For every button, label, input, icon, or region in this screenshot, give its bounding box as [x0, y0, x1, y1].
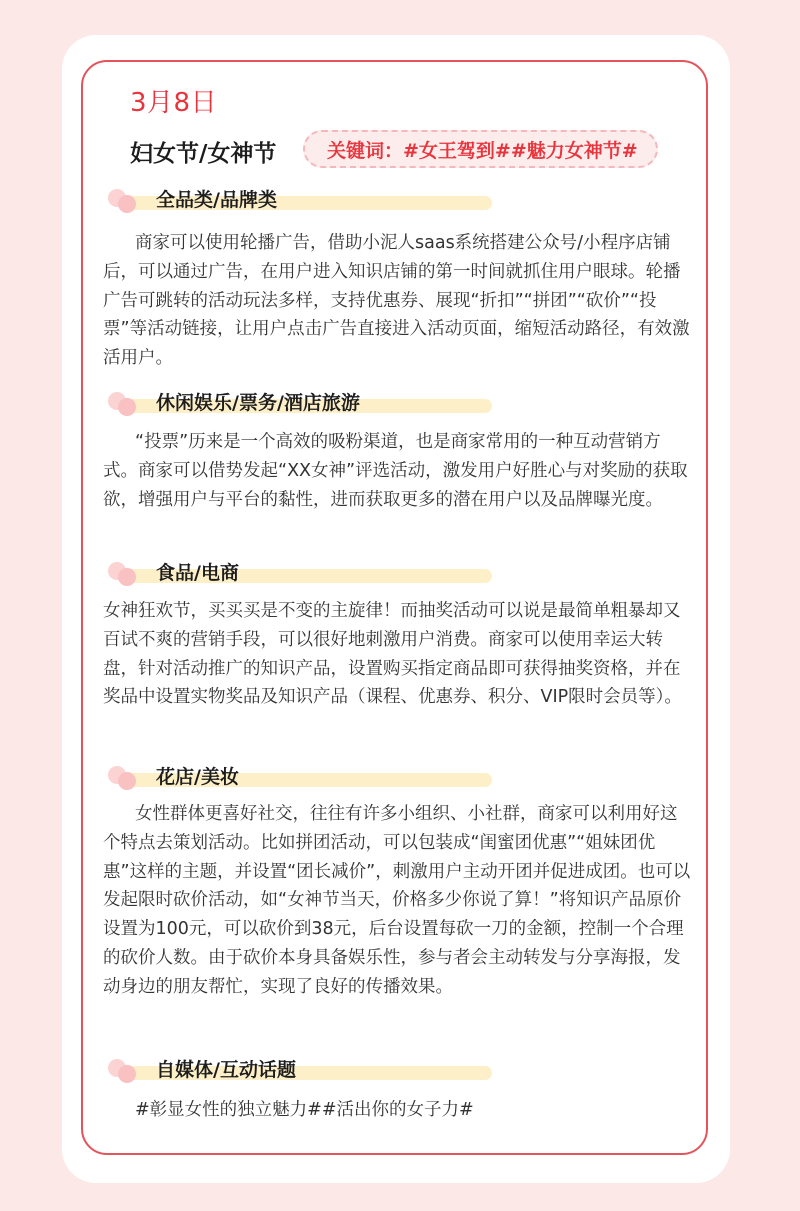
section-text: 商家可以使用轮播广告，借助小泥人saas系统搭建公众号/小程序店铺后，可以通过广告，在用户进入知识店铺的第一时间就抓住用户眼球。轮播广告可跳转的活动玩法多样，支持优惠券、展现“折扣”“拼团”“砍价”“投票”等活动链接，让用户点击广告直接进入活动页面，缩短活动路径，有效激活用户。	[103, 233, 690, 369]
section-title: 全品类/品牌类	[156, 189, 277, 211]
section-header-florist	[108, 762, 498, 792]
festival-title: 妇女节/女神节	[130, 141, 277, 167]
section-text: 女性群体更喜好社交，往往有许多小组织、小社群，商家可以利用好这个特点去策划活动。比如拼团活动，可以包装成“闺蜜团优惠”“姐妹团优惠”这样的主题，并设置“团长减价”，刺激用户主动开团并促进成团。也可以发起限时砍价活动，如“女神节当天，价格多少你说了算！”将知识产品原价设置为100元，可以砍价到38元，后台设置每砍一刀的金额，控制一个合理的砍价人数。由于砍价本身具备娱乐性，参与者会主动转发与分享海报，发动身边的朋友帮忙，实现了良好的传播效果。	[103, 804, 691, 997]
section-header-media	[108, 1055, 498, 1085]
section-title: 花店/美妆	[156, 766, 239, 788]
bubble-icon	[118, 568, 136, 586]
section-title: 自媒体/互动话题	[156, 1059, 296, 1081]
section-title: 休闲娱乐/票务/酒店旅游	[156, 392, 360, 414]
bubble-icon	[118, 772, 136, 790]
section-title: 食品/电商	[156, 562, 239, 584]
keyword-badge: 关键词：#女王驾到##魅力女神节#	[303, 130, 658, 168]
date-title: 3月8日	[130, 88, 218, 118]
section-header-food	[108, 558, 498, 588]
section-header-leisure	[108, 388, 498, 418]
section-text: #彰显女性的独立魅力##活出你的女子力#	[135, 1100, 474, 1120]
section-text: “投票”历来是一个高效的吸粉渠道，也是商家常用的一种互动营销方式。商家可以借势发起“XX女神”评选活动，激发用户好胜心与对奖励的获取欲，增强用户与平台的黏性，进而获取更多的潜在用户以及品牌曝光度。	[103, 432, 688, 510]
bubble-icon	[118, 195, 136, 213]
bubble-icon	[118, 1065, 136, 1083]
section-text: 女神狂欢节，买买买是不变的主旋律！而抽奖活动可以说是最简单粗暴却又百试不爽的营销手段，可以很好地刺激用户消费。商家可以使用幸运大转盘，针对活动推广的知识产品，设置购买指定商品即可获得抽奖资格，并在奖品中设置实物奖品及知识产品（课程、优惠券、积分、VIP限时会员等）。	[103, 601, 682, 708]
section-header-all-categories	[108, 185, 498, 215]
bubble-icon	[118, 398, 136, 416]
